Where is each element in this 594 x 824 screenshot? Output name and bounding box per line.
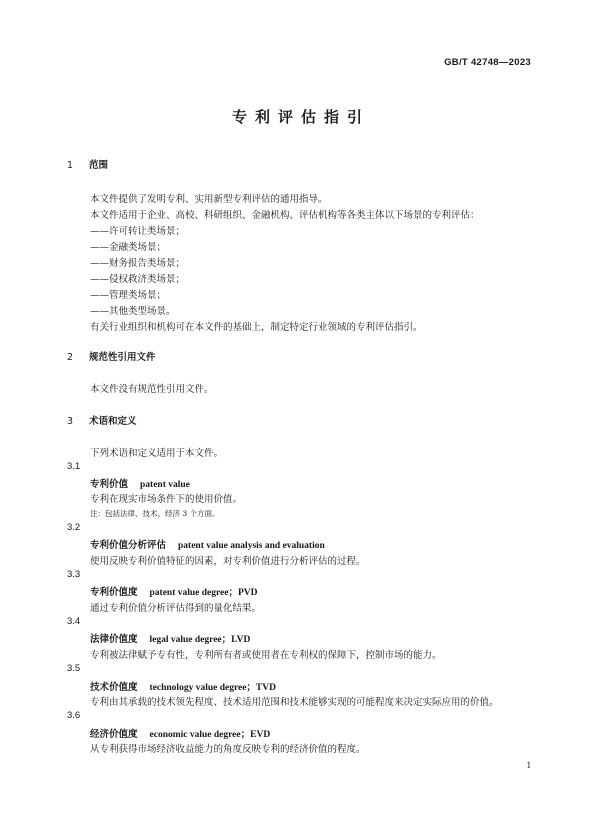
- term-zh: 技术价值度: [90, 682, 138, 693]
- term-en: technology value degree；TVD: [149, 683, 276, 693]
- term-heading: [90, 679, 276, 693]
- section-title: 术语和定义: [89, 416, 137, 427]
- section-heading-1: [67, 157, 108, 171]
- paragraph: 下列术语和定义适用于本文件。: [90, 448, 224, 459]
- term-en: patent value: [140, 480, 190, 490]
- term-definition: 专利被法律赋予专有性，专利所有者或使用者在专利权的保障下，控制市场的能力。: [90, 650, 442, 661]
- term-definition: 专利在现实市场条件下的使用价值。: [90, 494, 243, 505]
- term-number: 3.2: [67, 522, 81, 533]
- term-en: legal value degree；LVD: [149, 635, 251, 645]
- section-number: 2: [67, 352, 74, 363]
- term-number: 3.4: [67, 616, 81, 627]
- list-item: ——管理类场景；: [90, 290, 167, 301]
- section-title: 规范性引用文件: [89, 352, 156, 363]
- paragraph: 本文件没有规范性引用文件。: [90, 384, 214, 395]
- term-number: 3.6: [67, 710, 81, 721]
- section-heading-2: [67, 349, 156, 363]
- page-number: 1: [526, 760, 531, 770]
- term-en: patent value analysis and evaluation: [178, 541, 325, 551]
- section-number: 3: [67, 416, 74, 427]
- term-zh: 专利价值分析评估: [90, 540, 167, 551]
- list-item: ——侵权救济类场景；: [90, 274, 186, 285]
- paragraph: 本文件适用于企业、高校、科研组织、金融机构、评估机构等各类主体以下场景的专利评估：: [90, 210, 480, 221]
- term-zh: 专利价值度: [90, 587, 138, 598]
- term-zh: 法律价值度: [90, 634, 138, 645]
- term-heading: [90, 584, 258, 598]
- list-item: ——其他类型场景。: [90, 306, 176, 317]
- list-item: ——金融类场景；: [90, 242, 167, 253]
- list-item: ——许可转让类场景；: [90, 226, 186, 237]
- term-heading: [90, 476, 190, 490]
- term-definition: 通过专利价值分析评估得到的量化结果。: [90, 603, 262, 614]
- term-definition: 使用反映专利价值特征的因素，对专利价值进行分析评估的过程。: [90, 556, 366, 567]
- term-zh: 专利价值: [90, 479, 129, 490]
- section-number: 1: [67, 160, 74, 171]
- term-definition: 专利由其承载的技术领先程度、技术适用范围和技术能够实现的可能程度来决定实际应用的价值。: [90, 697, 499, 708]
- term-number: 3.3: [67, 569, 81, 580]
- term-heading: [90, 726, 270, 740]
- term-en: economic value degree；EVD: [149, 730, 271, 740]
- list-item: ——财务报告类场景；: [90, 258, 186, 269]
- term-en: patent value degree；PVD: [149, 588, 258, 598]
- paragraph: 有关行业组织和机构可在本文件的基础上，制定特定行业领域的专利评估指引。: [90, 322, 423, 333]
- term-zh: 经济价值度: [90, 729, 138, 740]
- term-heading: [90, 631, 250, 645]
- paragraph: 本文件提供了发明专利、实用新型专利评估的通用指导。: [90, 194, 328, 205]
- term-number: 3.5: [67, 663, 81, 674]
- term-heading: [90, 537, 325, 551]
- term-number: 3.1: [67, 461, 81, 472]
- standard-number: GB/T 42748—2023: [444, 57, 531, 68]
- section-heading-3: [67, 413, 137, 427]
- section-title: 范围: [89, 160, 109, 171]
- term-definition: 从专利获得市场经济收益能力的角度反映专利的经济价值的程度。: [90, 744, 366, 755]
- document-title: 专利评估指引: [231, 108, 370, 126]
- term-note: 注：包括法律、技术、经济 3 个方面。: [90, 509, 220, 518]
